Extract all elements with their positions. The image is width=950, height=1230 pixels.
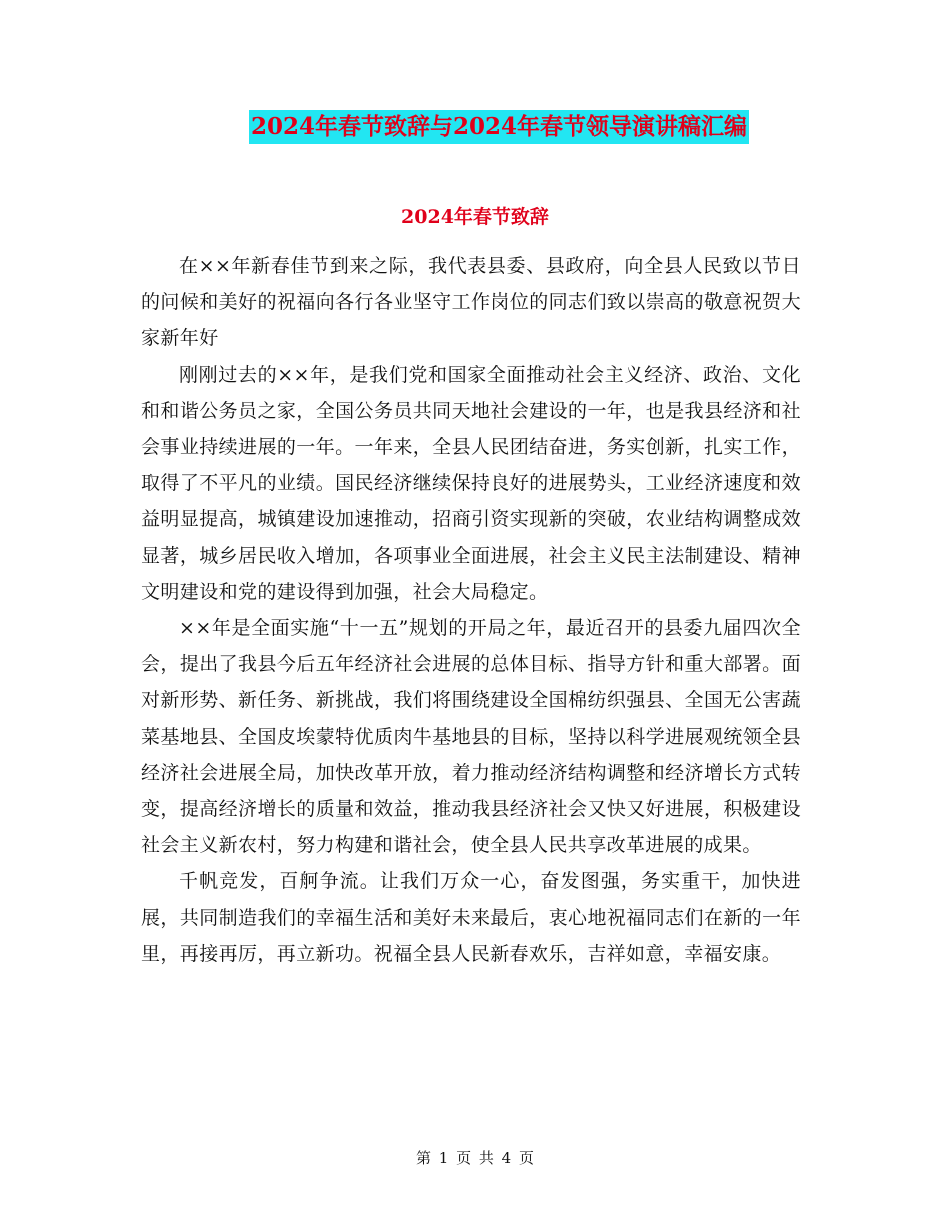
document-title-container xyxy=(0,110,950,144)
paragraph-3: ××年是全面实施“十一五”规划的开局之年，最近召开的县委九届四次全会，提出了我县今后五年经济社会进展的总体目标、指导方针和重大部署。面对新形势、新任务、新挑战，我们将围绕建设全国棉纺织强县、全国无公害蔬菜基地县、全国皮埃蒙特优质肉牛基地县的目标，坚持以科学进展观统领全县经济社会进展全局，加快改革开放，着力推动经济结构调整和经济增长方式转变，提高经济增长的质量和效益，推动我县经济社会又快又好进展，积极建设社会主义新农村，努力构建和谐社会，使全县人民共享改革进展的成果。 xyxy=(141,617,801,857)
paragraph-1: 在××年新春佳节到来之际，我代表县委、县政府，向全县人民致以节日的问候和美好的祝福向各行各业坚守工作岗位的同志们致以崇高的敬意祝贺大家新年好 xyxy=(141,255,801,350)
document-title: 2024年春节致辞与2024年春节领导演讲稿汇编 xyxy=(249,110,749,144)
document-body xyxy=(141,248,801,972)
paragraph-4: 千帆竞发，百舸争流。让我们万众一心，奋发图强，务实重干，加快进展，共同制造我们的幸福生活和美好未来最后，衷心地祝福同志们在新的一年里，再接再厉，再立新功。祝福全县人民新春欢乐，吉祥如意，幸福安康。 xyxy=(141,870,801,965)
section-title: 2024年春节致辞 xyxy=(401,206,549,228)
page-footer: 第 1 页 共 4 页 xyxy=(416,1149,534,1167)
paragraph-2: 刚刚过去的××年，是我们党和国家全面推动社会主义经济、政治、文化和和谐公务员之家，全国公务员共同天地社会建设的一年，也是我县经济和社会事业持续进展的一年。一年来，全县人民团结奋进，务实创新，扎实工作，取得了不平凡的业绩。国民经济继续保持良好的进展势头，工业经济速度和效益明显提高，城镇建设加速推动，招商引资实现新的突破，农业结构调整成效显著，城乡居民收入增加，各项事业全面进展，社会主义民主法制建设、精神文明建设和党的建设得到加强，社会大局稳定。 xyxy=(141,363,801,603)
